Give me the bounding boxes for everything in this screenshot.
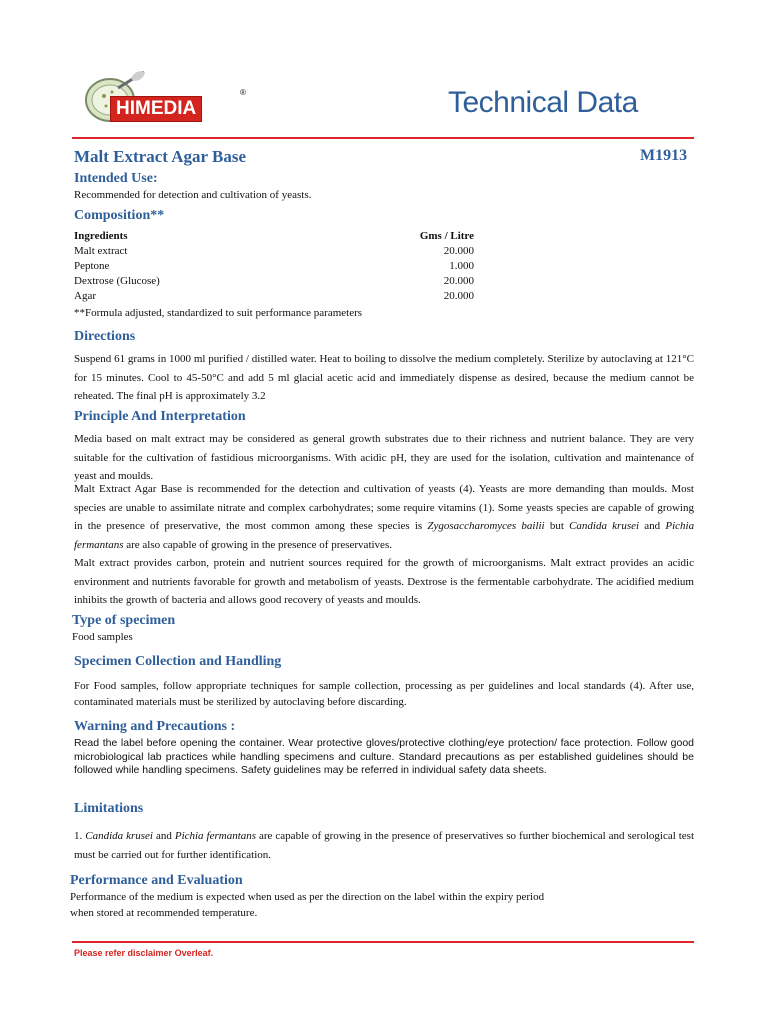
bottom-divider: [72, 941, 694, 943]
performance-line-1: Performance of the medium is expected when used as per the direction on the label within the expiry period: [70, 891, 545, 903]
ingredient-amount: 20.000: [443, 275, 474, 287]
principle-paragraph-2: [74, 480, 694, 554]
table-row: [74, 289, 474, 304]
specimen-text: Food samples: [72, 631, 133, 643]
composition-heading: Composition**: [74, 208, 165, 223]
directions-text: Suspend 61 grams in 1000 ml purified / distilled water. Heat to boiling to dissolve the medium completely. Sterilize by autoclaving at 121°C for 15 minutes. Cool to 45-50°C and add 5 ml glacial acetic acid and immediately dispense as desired, because the medium cannot be reheated. The final pH is approximately 3.2: [74, 353, 694, 402]
product-code: M1913: [640, 147, 688, 164]
limitations-number: 1.: [74, 830, 83, 842]
performance-heading: Performance and Evaluation: [70, 873, 243, 888]
principle-p2-conj: but: [549, 520, 564, 532]
directions-heading: Directions: [74, 329, 136, 344]
principle-p2-text-end: are also capable of growing in the presence of preservatives.: [126, 538, 392, 551]
warning-heading: Warning and Precautions :: [74, 719, 236, 734]
ingredient-name: Peptone: [74, 260, 110, 272]
intended-use-heading: Intended Use:: [74, 171, 158, 186]
table-row: [74, 274, 474, 289]
principle-p2-text: Malt Extract Agar Base is recommended for the detection and cultivation of yeasts (4). Yeasts are more demanding than moulds. Most species are unable to assimilate nitrate and complex carbohydrates; some require vitamins (1). Some yeasts species are capable of growing in the presence of preservative, the most common among these species is: [74, 483, 694, 532]
collection-heading: Specimen Collection and Handling: [74, 654, 282, 669]
ingredient-name: Dextrose (Glucose): [74, 275, 160, 287]
intended-use-text: Recommended for detection and cultivation of yeasts.: [74, 189, 312, 201]
collection-text: For Food samples, follow appropriate techniques for sample collection, processing as per guidelines and local standards (4). After use, contaminated materials must be sterilized by autoclaving before discarding.: [74, 680, 694, 708]
principle-p2-conj: and: [644, 520, 661, 532]
warning-text: Read the label before opening the container. Wear protective gloves/protective clothing/eye protection/ face protection. Follow good microbiological lab practices while handling specimens and culture. Standard precautions as per established guidelines should be followed while handling specimens. Safety guidelines may be referred in individual safety data sheets.: [74, 737, 694, 776]
species-name: Pichia fermantans: [174, 830, 257, 842]
registered-mark: ®: [240, 88, 246, 97]
table-row: [74, 259, 474, 274]
limitations-conj: and: [155, 830, 172, 842]
species-name: Zygosaccharomyces bailii: [427, 520, 545, 532]
limitations-text: are capable of growing in the presence of preservatives so further biochemical and serological test must be carried out for further identification.: [74, 830, 695, 861]
composition-table: [74, 229, 474, 304]
principle-paragraph-3: Malt extract provides carbon, protein and nutrient sources required for the growth of microorganisms. Malt extract provides an acidic environment and nutrients favorable for growth and metabolism of yeasts. Dextrose is the fermentable carbohydrate. The acidified medium inhibits the growth of bacteria and allows good recovery of yeasts and moulds.: [74, 557, 694, 606]
ingredient-name: Agar: [74, 290, 96, 302]
specimen-heading: Type of specimen: [72, 613, 176, 628]
ingredient-amount: 1.000: [449, 260, 474, 272]
composition-footnote: **Formula adjusted, standardized to suit performance parameters: [74, 307, 363, 319]
brand-wordmark: HIMEDIA: [110, 96, 202, 122]
ingredient-amount: 20.000: [443, 290, 474, 302]
species-name: Pichia fermantans: [74, 520, 695, 551]
table-header-row: [74, 229, 474, 244]
limitations-heading: Limitations: [74, 801, 144, 816]
limitations-item: [74, 827, 694, 864]
species-name: Candida krusei: [85, 830, 153, 842]
performance-line-2: when stored at recommended temperature.: [70, 907, 258, 919]
doc-type-title: Technical Data: [448, 86, 638, 119]
principle-paragraph-1: Media based on malt extract may be considered as general growth substrates due to their richness and nutrient balance. They are very suitable for the cultivation of fastidious microorganisms. With acidic pH, they are used for the isolation, cultivation and maintenance of yeast and moulds.: [74, 433, 694, 482]
top-divider: [72, 137, 694, 139]
ingredient-amount: 20.000: [443, 245, 474, 257]
principle-heading: Principle And Interpretation: [74, 409, 246, 424]
ingredients-col-header: Ingredients: [74, 230, 128, 242]
product-name: Malt Extract Agar Base: [74, 147, 247, 166]
ingredient-name: Malt extract: [74, 245, 128, 257]
species-name: Candida krusei: [569, 520, 640, 532]
amount-col-header: Gms / Litre: [419, 230, 474, 242]
table-row: [74, 244, 474, 259]
disclaimer-note: Please refer disclaimer Overleaf.: [74, 948, 214, 958]
himedia-logo: [78, 68, 253, 130]
